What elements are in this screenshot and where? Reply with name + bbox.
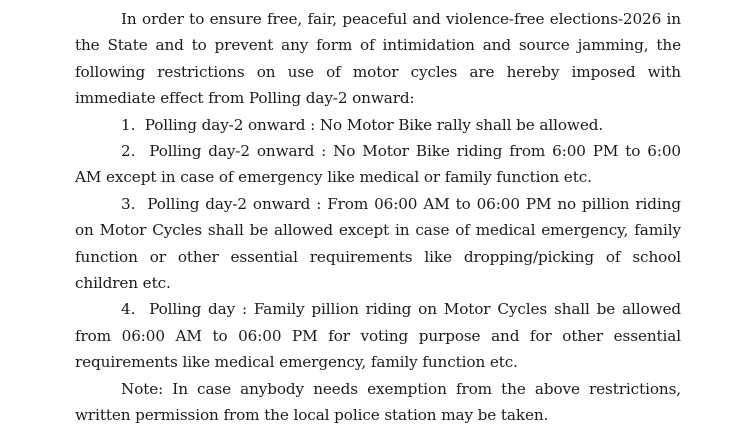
restriction-item (75, 112, 681, 138)
restriction-item (75, 191, 681, 297)
document-page (75, 6, 681, 429)
restriction-text: Polling day : Family pillion riding on Motor Cycles shall be allowed from 06:00 AM to 06:00 PM for voting purpose and for other essential requirements like medical emergency, family function etc. (75, 300, 681, 372)
restrictions-list (75, 112, 681, 376)
restriction-item (75, 296, 681, 375)
restriction-number: 4. (121, 300, 136, 319)
restriction-text: Polling day-2 onward : No Motor Bike rally shall be allowed. (144, 115, 604, 134)
restriction-item (75, 138, 681, 191)
restriction-text: Polling day-2 onward : No Motor Bike riding from 6:00 PM to 6:00 AM except in case of emergency like medical or family function etc. (75, 142, 681, 187)
restriction-text: Polling day-2 onward : From 06:00 AM to 06:00 PM no pillion riding on Motor Cycles shall be allowed except in case of medical emergency, family function or other essential requirements like dropping/picking of school children etc. (75, 194, 681, 293)
intro-paragraph: In order to ensure free, fair, peaceful and violence-free elections-2026 in the State and to prevent any form of intimidation and source jamming, the following restrictions on use of motor cycles are hereby imposed with immediate effect from Polling day-2 onward: (75, 10, 681, 108)
note-paragraph: Note: In case anybody needs exemption from the above restrictions, written permission from the local police station may be taken. (75, 379, 681, 425)
restriction-number: 3. (121, 194, 136, 213)
restriction-number: 2. (121, 142, 136, 161)
restriction-number: 1. (121, 115, 136, 134)
